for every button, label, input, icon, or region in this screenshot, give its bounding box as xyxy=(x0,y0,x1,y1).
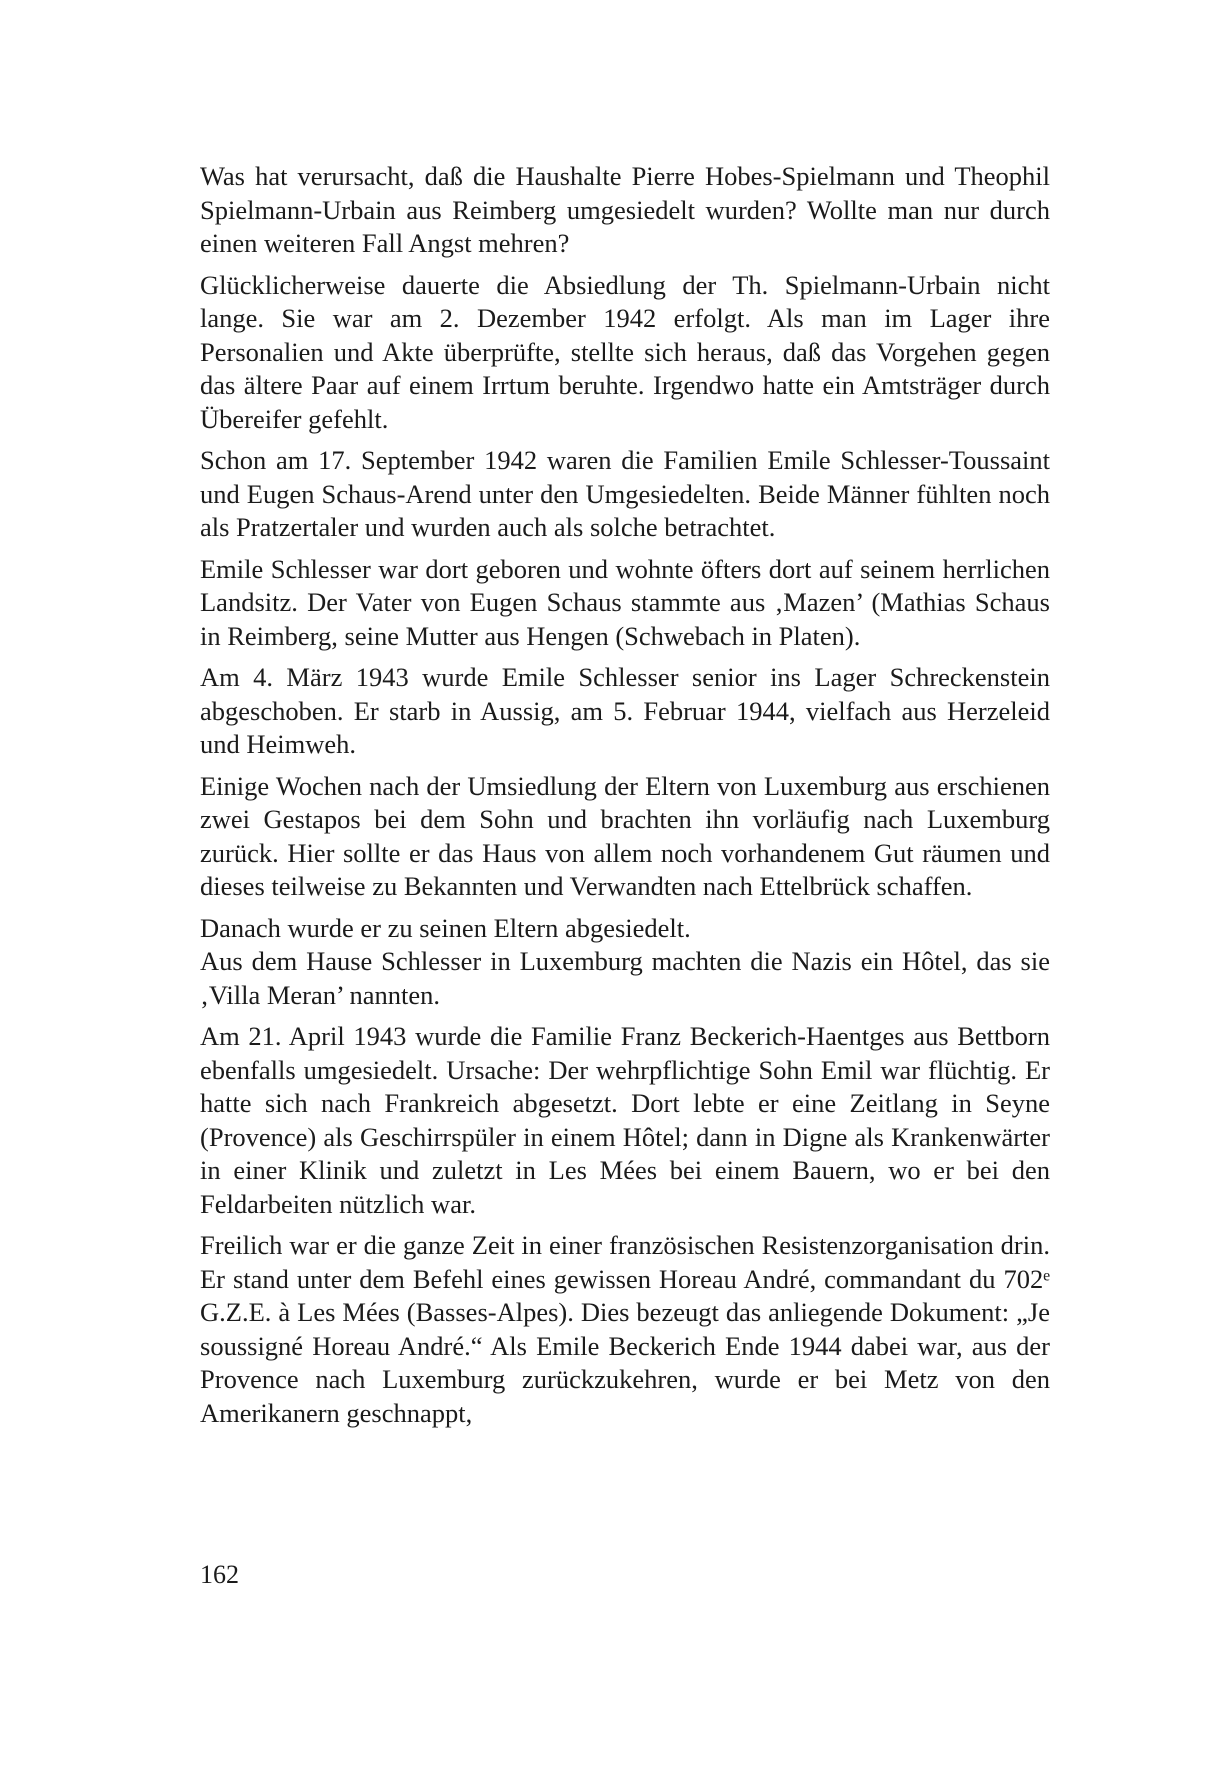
paragraph-4: Emile Schlesser war dort geboren und wohnte öfters dort auf seinem herrlichen Landsitz. Der Vater von Eugen Schaus stammte aus ‚Mazen’ (Mathias Schaus in Reimberg, seine Mutter aus Hengen (Schwebach in Platen). xyxy=(200,553,1050,651)
paragraph-10: Freilich war er die ganze Zeit in einer französischen Resistenzorganisation drin. Er stand unter dem Befehl eines gewissen Horeau André, commandant du 702ᵉ G.Z.E. à Les Mées (Basses-Alpes). Dies bezeugt das anliegende Dokument: „Je soussigné Horeau André.“ Als Emile Beckerich Ende 1944 dabei war, aus der Provence nach Luxemburg zurückzukehren, wurde er bei Metz von den Amerikanern geschnappt, xyxy=(200,1230,1050,1428)
page-number: 162 xyxy=(200,1560,239,1589)
paragraph-6: Einige Wochen nach der Umsiedlung der Eltern von Luxemburg aus erschienen zwei Gestapos bei dem Sohn und brachten ihn vorläufig nach Luxemburg zurück. Hier sollte er das Haus von allem noch vorhandenem Gut räumen und dieses teilweise zu Bekannten und Verwandten nach Ettelbrück schaffen. xyxy=(200,770,1050,901)
paragraph-5: Am 4. März 1943 wurde Emile Schlesser senior ins Lager Schreckenstein abgeschoben. Er starb in Aussig, am 5. Februar 1944, vielfach aus Herzeleid und Heimweh. xyxy=(200,662,1050,759)
paragraph-7: Danach wurde er zu seinen Eltern abgesiedelt. xyxy=(200,912,691,943)
paragraph-8: Aus dem Hause Schlesser in Luxemburg machten die Nazis ein Hôtel, das sie ‚Villa Meran’ nannten. xyxy=(200,946,1050,1010)
body-text xyxy=(200,160,1050,1438)
paragraph-1: Was hat verursacht, daß die Haushalte Pierre Hobes-Spielmann und Theophil Spielmann-Urbain aus Reimberg umgesiedelt wurden? Wollte man nur durch einen weiteren Fall Angst mehren? xyxy=(200,161,1050,258)
paragraph-2: Glücklicherweise dauerte die Absiedlung der Th. Spielmann-Urbain nicht lange. Sie war am 2. Dezember 1942 erfolgt. Als man im Lager ihre Personalien und Akte überprüfte, stellte sich heraus, daß das Vorgehen gegen das ältere Paar auf einem Irrtum beruhte. Irgendwo hatte ein Amtsträger durch Übereifer gefehlt. xyxy=(200,269,1050,434)
paragraph-3: Schon am 17. September 1942 waren die Familien Emile Schlesser-Toussaint und Eugen Schaus-Arend unter den Umgesiedelten. Beide Männer fühlten noch als Pratzertaler und wurden auch als solche betrachtet. xyxy=(200,445,1050,542)
paragraph-9: Am 21. April 1943 wurde die Familie Franz Beckerich-Haentges aus Bettborn ebenfalls umgesiedelt. Ursache: Der wehrpflichtige Sohn Emil war flüchtig. Er hatte sich nach Frankreich abgesetzt. Dort lebte er eine Zeitlang in Seyne (Provence) als Geschirrspüler in einem Hôtel; dann in Digne als Krankenwärter in einer Klinik und zuletzt in Les Mées bei einem Bauern, wo er bei den Feldarbeiten nützlich war. xyxy=(200,1021,1050,1219)
